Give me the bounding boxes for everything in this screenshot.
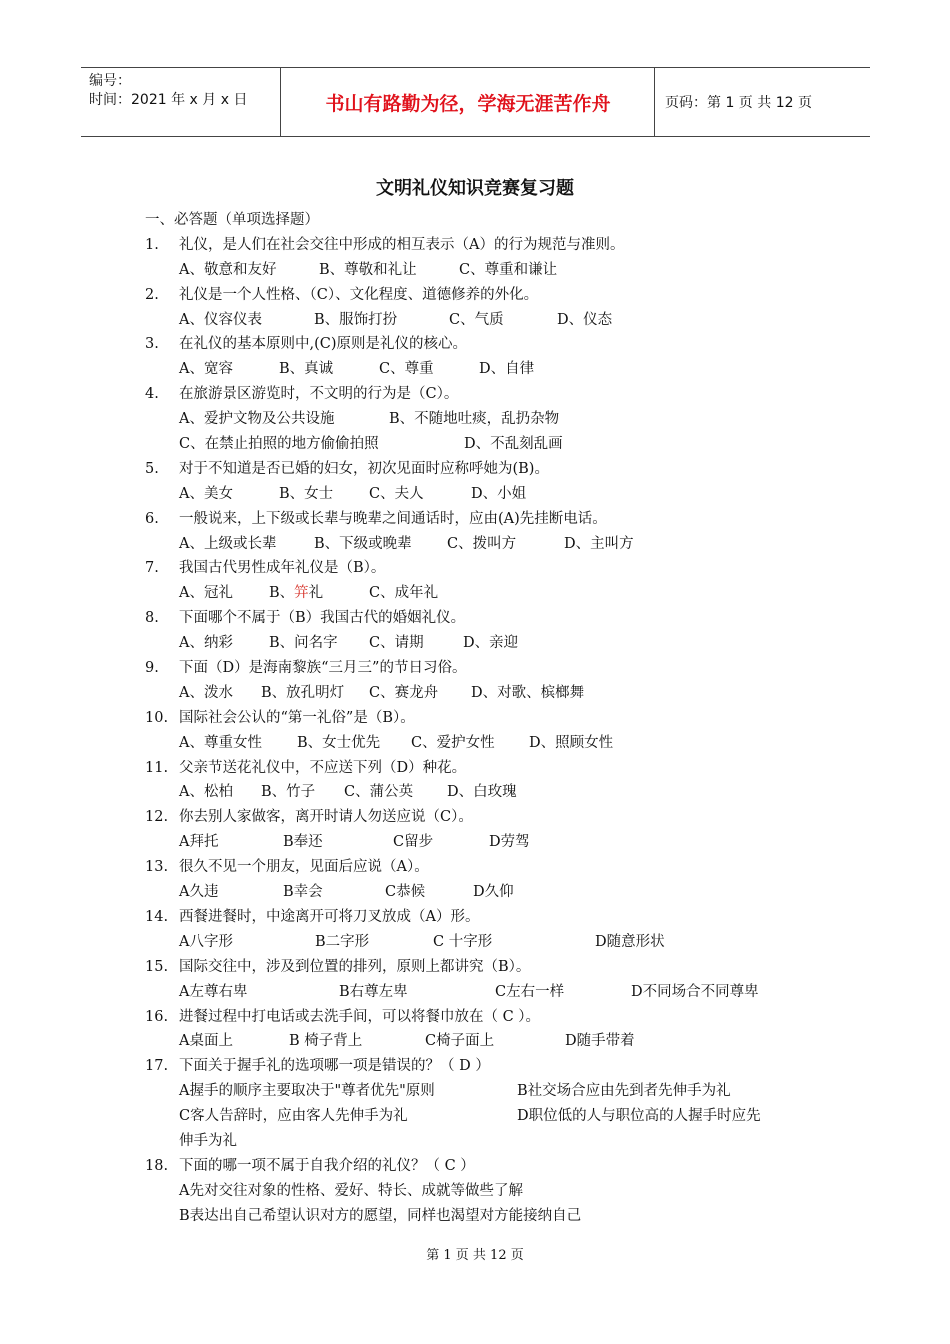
option-text: A握手的顺序主要取决于"尊者优先"原则: [179, 1083, 435, 1100]
time-label: 时间：2021 年 x 月 x 日: [89, 92, 248, 108]
option-text: C左右一样: [495, 983, 565, 1000]
option-row: [145, 1204, 845, 1229]
option-text: A左尊右卑: [179, 983, 248, 1000]
option-text: D、小姐: [471, 485, 527, 502]
option-text: D、仪态: [557, 311, 613, 328]
question-number: 15.: [145, 958, 169, 975]
question-item: [145, 756, 845, 781]
option-text: A、爱护文物及公共设施: [179, 411, 335, 428]
option-text: B、服饰打扮: [314, 311, 398, 328]
option-text: A先对交往对象的性格、爱好、特长、成就等做些了解: [179, 1182, 523, 1199]
option-text: B、不随地吐痰，乱扔杂物: [389, 411, 560, 428]
question-text: 父亲节送花礼仪中，不应送下列（D）种花。: [179, 759, 467, 776]
option-text: D、亲迎: [463, 635, 519, 652]
option-text: C、尊重: [379, 361, 434, 378]
question-item: [145, 606, 845, 631]
option-row: [145, 532, 845, 557]
option-text: B 椅子背上: [289, 1033, 363, 1050]
header-page-info: 页码：第 1 页 共 12 页: [665, 95, 812, 111]
question-item: [145, 805, 845, 830]
question-number: 11.: [145, 759, 169, 776]
option-text: D随手带着: [565, 1033, 635, 1050]
option-text: A、敬意和友好: [179, 261, 277, 278]
question-text: 进餐过程中打电话或去洗手间，可以将餐巾放在（ C ）。: [179, 1008, 541, 1025]
question-item: [145, 955, 845, 980]
question-number: 10.: [145, 709, 169, 726]
question-text: 国际交往中，涉及到位置的排列，原则上都讲究（B）。: [179, 958, 531, 975]
option-row: [145, 482, 845, 507]
option-text: D、主叫方: [564, 535, 634, 552]
question-number: 7.: [145, 560, 159, 577]
question-text: 下面的哪一项不属于自我介绍的礼仪？（ C ）: [179, 1157, 475, 1174]
question-item: [145, 332, 845, 357]
question-item: [145, 556, 845, 581]
option-text: B、竹子: [261, 784, 316, 801]
question-number: 9.: [145, 660, 159, 677]
question-number: 14.: [145, 908, 169, 925]
option-text: C 十字形: [433, 933, 493, 950]
option-text: B幸会: [283, 884, 323, 901]
option-text: D、自律: [479, 361, 535, 378]
option-row: [145, 581, 845, 606]
question-number: 8.: [145, 610, 159, 627]
question-number: 4.: [145, 386, 159, 403]
question-item: [145, 507, 845, 532]
option-text: B、问名字: [269, 635, 338, 652]
question-text: 很久不见一个朋友，见面后应说（A）。: [179, 859, 429, 876]
question-number: 12.: [145, 809, 169, 826]
option-text: A、尊重女性: [179, 734, 262, 751]
option-text: D、照顾女性: [529, 734, 614, 751]
option-text: C、赛龙舟: [369, 684, 439, 701]
header-meta: [81, 68, 281, 136]
question-item: [145, 233, 845, 258]
question-item: [145, 855, 845, 880]
question-item: [145, 905, 845, 930]
option-row: [145, 407, 845, 432]
option-text: B右尊左卑: [339, 983, 408, 1000]
option-text: C、成年礼: [369, 585, 439, 602]
option-text: D职位低的人与职位高的人握手时应先: [517, 1108, 761, 1125]
option-text: B、下级或晚辈: [314, 535, 412, 552]
option-row: [145, 258, 845, 283]
page-footer: 第 1 页 共 12 页: [426, 1248, 524, 1263]
option-row: [145, 1179, 845, 1204]
option-text: D、不乱刻乱画: [464, 436, 563, 453]
question-item: [145, 1154, 845, 1179]
option-text: B、笄礼: [269, 585, 324, 602]
option-text: D、白玫瑰: [447, 784, 517, 801]
option-row: [145, 308, 845, 333]
option-text: C恭候: [385, 884, 426, 901]
option-text: A八字形: [179, 933, 233, 950]
option-row: [145, 880, 845, 905]
option-text: C留步: [393, 834, 434, 851]
question-text: 下面（D）是海南黎族“三月三”的节日习俗。: [179, 660, 467, 677]
option-text: A久违: [179, 884, 219, 901]
option-row: [145, 1079, 845, 1104]
question-text: 下面哪个不属于（B）我国古代的婚姻礼仪。: [179, 610, 466, 627]
option-text: B、放孔明灯: [261, 684, 345, 701]
option-text: C、气质: [449, 311, 504, 328]
option-row: [145, 1104, 845, 1129]
number-label: 编号：: [89, 73, 131, 89]
option-text: A、仪容仪表: [179, 311, 262, 328]
option-row: [145, 780, 845, 805]
option-text: C、蒲公英: [344, 784, 414, 801]
option-text: D久仰: [473, 884, 514, 901]
question-text: 国际社会公认的“第一礼俗”是（B）。: [179, 709, 415, 726]
question-number: 5.: [145, 460, 159, 477]
question-number: 16.: [145, 1008, 169, 1025]
option-text: A、美女: [179, 485, 233, 502]
question-item: [145, 457, 845, 482]
question-text: 在礼仪的基本原则中,(C)原则是礼仪的核心。: [179, 336, 468, 353]
option-text: B奉还: [283, 834, 323, 851]
question-text: 礼仪，是人们在社会交往中形成的相互表示（A）的行为规范与准则。: [179, 236, 625, 253]
option-text: A、泼水: [179, 684, 233, 701]
option-text: B表达出自己希望认识对方的愿望，同样也渴望对方能接纳自己: [179, 1207, 582, 1224]
option-text: B社交场合应由先到者先伸手为礼: [517, 1083, 731, 1100]
question-item: [145, 656, 845, 681]
option-row: [145, 1129, 845, 1154]
question-number: 13.: [145, 859, 169, 876]
option-text: A、松柏: [179, 784, 233, 801]
document-title: 文明礼仪知识竞赛复习题: [376, 178, 574, 199]
option-text: C椅子面上: [425, 1033, 495, 1050]
header-motto: 书山有路勤为径，学海无涯苦作舟: [282, 68, 655, 136]
question-text: 我国古代男性成年礼仪是（B）。: [179, 560, 386, 577]
option-text: B二字形: [315, 933, 370, 950]
option-text: B、女士优先: [297, 734, 381, 751]
question-item: [145, 283, 845, 308]
question-text: 下面关于握手礼的选项哪一项是错误的？（ D ）: [179, 1058, 490, 1075]
option-text: A桌面上: [179, 1033, 233, 1050]
question-text: 礼仪是一个人性格、（C）、文化程度、道德修养的外化。: [179, 286, 539, 303]
question-item: [145, 1054, 845, 1079]
question-list: [145, 208, 845, 1229]
option-row: [145, 357, 845, 382]
question-number: 18.: [145, 1157, 169, 1174]
option-text: C、尊重和谦让: [459, 261, 558, 278]
option-text: D随意形状: [595, 933, 665, 950]
question-number: 3.: [145, 336, 159, 353]
option-text: C、请期: [369, 635, 424, 652]
option-text: A、纳彩: [179, 635, 233, 652]
option-text: C、爱护女性: [411, 734, 495, 751]
option-row: [145, 930, 845, 955]
option-text: D、对歌、槟榔舞: [471, 684, 585, 701]
option-row: [145, 432, 845, 457]
question-item: [145, 706, 845, 731]
option-row: [145, 681, 845, 706]
option-text: B、女士: [279, 485, 334, 502]
question-number: 1.: [145, 236, 159, 253]
option-text: B、尊敬和礼让: [319, 261, 417, 278]
option-text: C、在禁止拍照的地方偷偷拍照: [179, 436, 379, 453]
question-number: 6.: [145, 510, 159, 527]
option-text: C、拨叫方: [447, 535, 517, 552]
question-text: 在旅游景区游览时，不文明的行为是（C）。: [179, 386, 459, 403]
option-text: C客人告辞时，应由客人先伸手为礼: [179, 1108, 408, 1125]
section-heading: 一、必答题（单项选择题）: [145, 212, 319, 228]
question-item: [145, 1005, 845, 1030]
option-text: A、上级或长辈: [179, 535, 277, 552]
option-row: [145, 1029, 845, 1054]
option-text: D劳驾: [489, 834, 530, 851]
option-row: [145, 631, 845, 656]
option-text: D不同场合不同尊卑: [631, 983, 759, 1000]
option-text: A、宽容: [179, 361, 233, 378]
page-header: [81, 67, 870, 137]
question-number: 17.: [145, 1058, 169, 1075]
question-text: 你去别人家做客，离开时请人勿送应说（C）。: [179, 809, 473, 826]
question-text: 西餐进餐时，中途离开可将刀叉放成（A）形。: [179, 908, 480, 925]
option-text: C、夫人: [369, 485, 424, 502]
option-text: B、真诚: [279, 361, 334, 378]
question-text: 对于不知道是否已婚的妇女，初次见面时应称呼她为(B)。: [179, 460, 549, 477]
option-text: A、冠礼: [179, 585, 233, 602]
question-text: 一般说来，上下级或长辈与晚辈之间通话时，应由(A)先挂断电话。: [179, 510, 607, 527]
option-row: [145, 731, 845, 756]
question-number: 2.: [145, 286, 159, 303]
question-item: [145, 382, 845, 407]
option-row: [145, 980, 845, 1005]
option-text: 伸手为礼: [179, 1132, 237, 1149]
option-text: A拜托: [179, 834, 219, 851]
option-row: [145, 830, 845, 855]
